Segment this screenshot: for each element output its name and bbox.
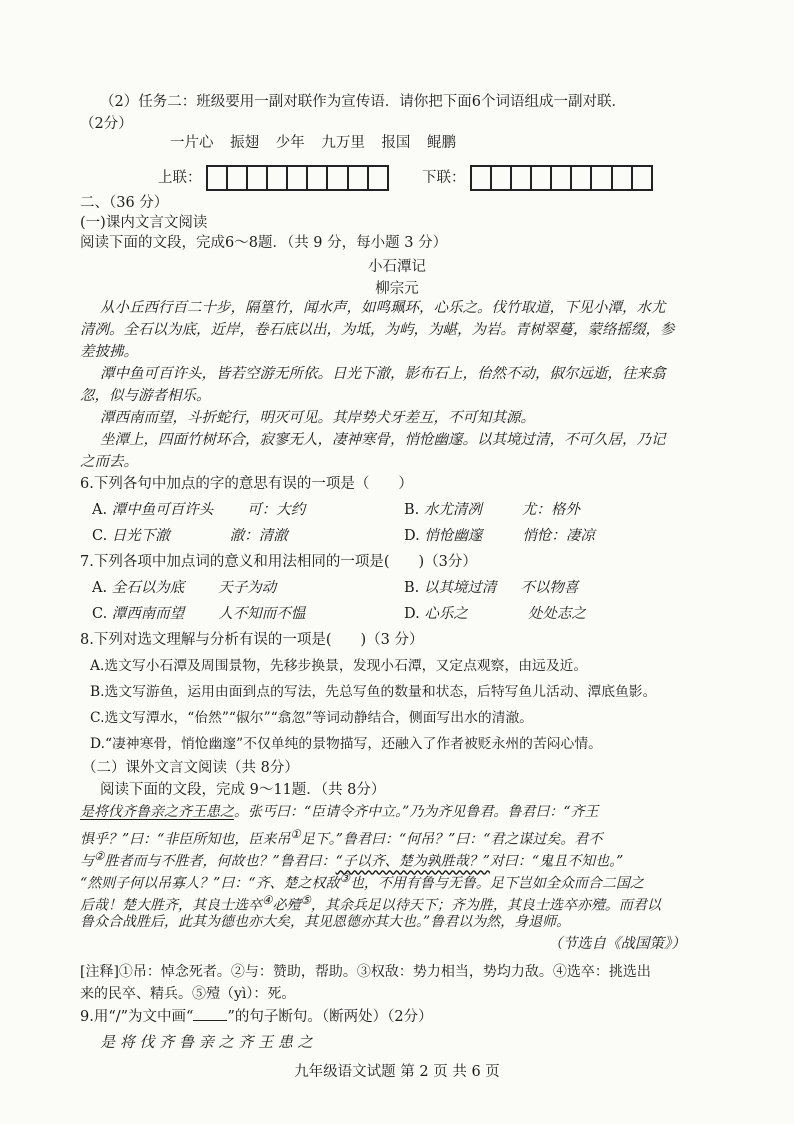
passage-line: 潭中鱼可百许头，皆若空游无所依。日光下澈，影布石上，佁然不动，俶尔远逝，往来翕 (100, 366, 666, 382)
passage-line: 差披拂。 (80, 344, 138, 360)
lower-answer-boxes[interactable] (470, 165, 653, 191)
underlined-sentence: 是将伐齐鲁亲之齐王患之 (80, 804, 234, 820)
upper-couplet (158, 163, 389, 193)
q6-option-d[interactable]: D. 悄怆幽邃 悄怆：凄凉 (404, 528, 595, 544)
passage-line: 坐潭上，四面竹树环合，寂寥无人，凄神寒骨，悄怆幽邃。以其境过清，不可久居，乃记 (100, 432, 666, 448)
section-heading: 二、（36 分） (80, 195, 169, 211)
q7-option-c[interactable]: C. 潭西南而望 人不知而不愠 (92, 606, 306, 622)
word: 报国 (381, 135, 411, 151)
part1-title: (一)课内文言文阅读 (80, 215, 208, 231)
essay-author: 柳宗元 (375, 281, 419, 297)
passage-line: 惧乎？”曰：“非臣所知也，臣来吊①足下。”鲁君曰：“何吊？”曰：“君之谋过矣。君不 (80, 827, 603, 848)
passage-line: 清冽。全石以为底，近岸，卷石底以出，为坻，为屿，为嵁，为岩。青树翠蔓，蒙络摇缀，参 (80, 322, 675, 338)
source-note: （节选自《战国策》） (548, 936, 686, 952)
passage-line: 是将伐齐鲁亲之齐王患之。张丐曰：“臣请令齐中立。”乃为齐见鲁君。鲁君曰：“齐王 (80, 804, 599, 820)
lower-label: 下联： (422, 170, 466, 186)
note-marker: ④ (262, 893, 273, 907)
passage-line: “然则子何以吊寡人？”曰：“齐、楚之权敌③也，不用有鲁与无鲁。足下岂如全众而合二国之 (80, 871, 644, 892)
passage-line: 潭西南而望，斗折蛇行，明灭可见。其岸势犬牙差互，不可知其源。 (100, 410, 535, 426)
q7-stem: 7.下列各项中加点词的意义和用法相同的一项是( )（3分） (80, 554, 477, 570)
q8-option-c[interactable]: C.选文写潭水，“佁然”“俶尔”“翕忽”等词动静结合，侧面写出水的清澈。 (90, 710, 534, 726)
q8-stem: 8.下列对选文理解与分析有误的一项是( )（3 分） (80, 632, 424, 648)
passage-line: 鲁众合战胜后，此其为德也亦大矣，其见恩德亦其大也。”鲁君以为然，身退师。 (80, 914, 571, 930)
word: 一片心 (170, 135, 214, 151)
annotation-line: [注释]①吊：悼念死者。②与：赞助，帮助。③权敌：势力相当，势均力敌。④选卒：挑选出 (80, 964, 651, 980)
note-marker: ③ (339, 871, 350, 885)
q6-option-b[interactable]: B. 水尤清冽 尤：格外 (404, 502, 580, 518)
passage-line: 后哉！楚大胜齐，其良士选卒④必殪⑤，其余兵足以待天下；齐为胜，其良士选卒亦殪。而君以 (80, 893, 661, 914)
passage-line: 从小丘西行百二十步，隔篁竹，闻水声，如鸣珮环，心乐之。伐竹取道，下见小潭，水尤 (100, 300, 666, 316)
wavy-underlined-sentence: “子以齐、楚为孰胜哉？” (335, 853, 490, 870)
q9-sentence[interactable]: 是 将 伐 齐 鲁 亲 之 齐 王 患 之 (100, 1033, 313, 1051)
q9-stem: 9.用“/”为文中画“ ”的句子断句。（断两处）（2分） (80, 1006, 433, 1027)
q6-stem: 6.下列各句中加点的字的意思有误的一项是（ ） (80, 476, 413, 492)
lower-couplet (422, 163, 653, 193)
q8-option-d[interactable]: D.“凄神寒骨，悄怆幽邃”不仅单纯的景物描写，还融入了作者被贬永州的苦闷心情。 (90, 736, 602, 752)
note-marker: ① (290, 827, 301, 841)
note-marker: ② (94, 849, 105, 863)
word: 振翅 (230, 135, 260, 151)
task2-score: （2分） (80, 116, 133, 132)
q6-option-a[interactable]: A. 潭中鱼可百许头 可：大约 (92, 502, 306, 518)
q7-option-b[interactable]: B. 以其境过清 不以物喜 (404, 580, 579, 596)
part2-title: （二）课外文言文阅读（共 8分） (82, 760, 299, 776)
upper-answer-boxes[interactable] (206, 165, 389, 191)
passage-line: 之而去。 (80, 454, 138, 470)
passage-line: 忽，似与游者相乐。 (80, 388, 211, 404)
essay-title: 小石潭记 (368, 259, 426, 275)
part2-instructions: 阅读下面的文段，完成 9～11题．（共 8分） (100, 782, 386, 798)
word: 少年 (275, 135, 305, 151)
task2-line: （2）任务二：班级要用一副对联作为宣传语．请你把下面6个词语组成一副对联． (100, 94, 626, 110)
word-list (170, 133, 468, 153)
q7-option-a[interactable]: A. 全石以为底 天子为动 (92, 580, 277, 596)
upper-label: 上联： (158, 170, 202, 186)
q8-option-b[interactable]: B.选文写游鱼，运用由面到点的写法，先总写鱼的数量和状态，后特写鱼儿活动、潭底鱼影。 (90, 684, 657, 700)
passage-line: 与②胜者而与不胜者，何故也？”鲁君曰：“子以齐、楚为孰胜哉？”对曰：“鬼且不知也。” (80, 849, 624, 870)
q6-option-c[interactable]: C. 日光下澈 澈：清澈 (92, 528, 288, 544)
word: 九万里 (321, 135, 365, 151)
word: 鲲鹏 (427, 135, 457, 151)
page-footer: 九年级语文试题 第 2 页 共 6 页 (294, 1064, 500, 1080)
part1-instructions: 阅读下面的文段，完成6～8题．（共 9 分，每小题 3 分） (80, 235, 448, 251)
q7-option-d[interactable]: D. 心乐之 处处志之 (404, 606, 586, 622)
q8-option-a[interactable]: A.选文写小石潭及周围景物，先移步换景，发现小石潭，又定点观察，由远及近。 (90, 658, 588, 674)
note-marker: ⑤ (300, 893, 311, 907)
annotation-line: 来的民卒、精兵。⑤殪（yì）：死。 (80, 986, 296, 1002)
